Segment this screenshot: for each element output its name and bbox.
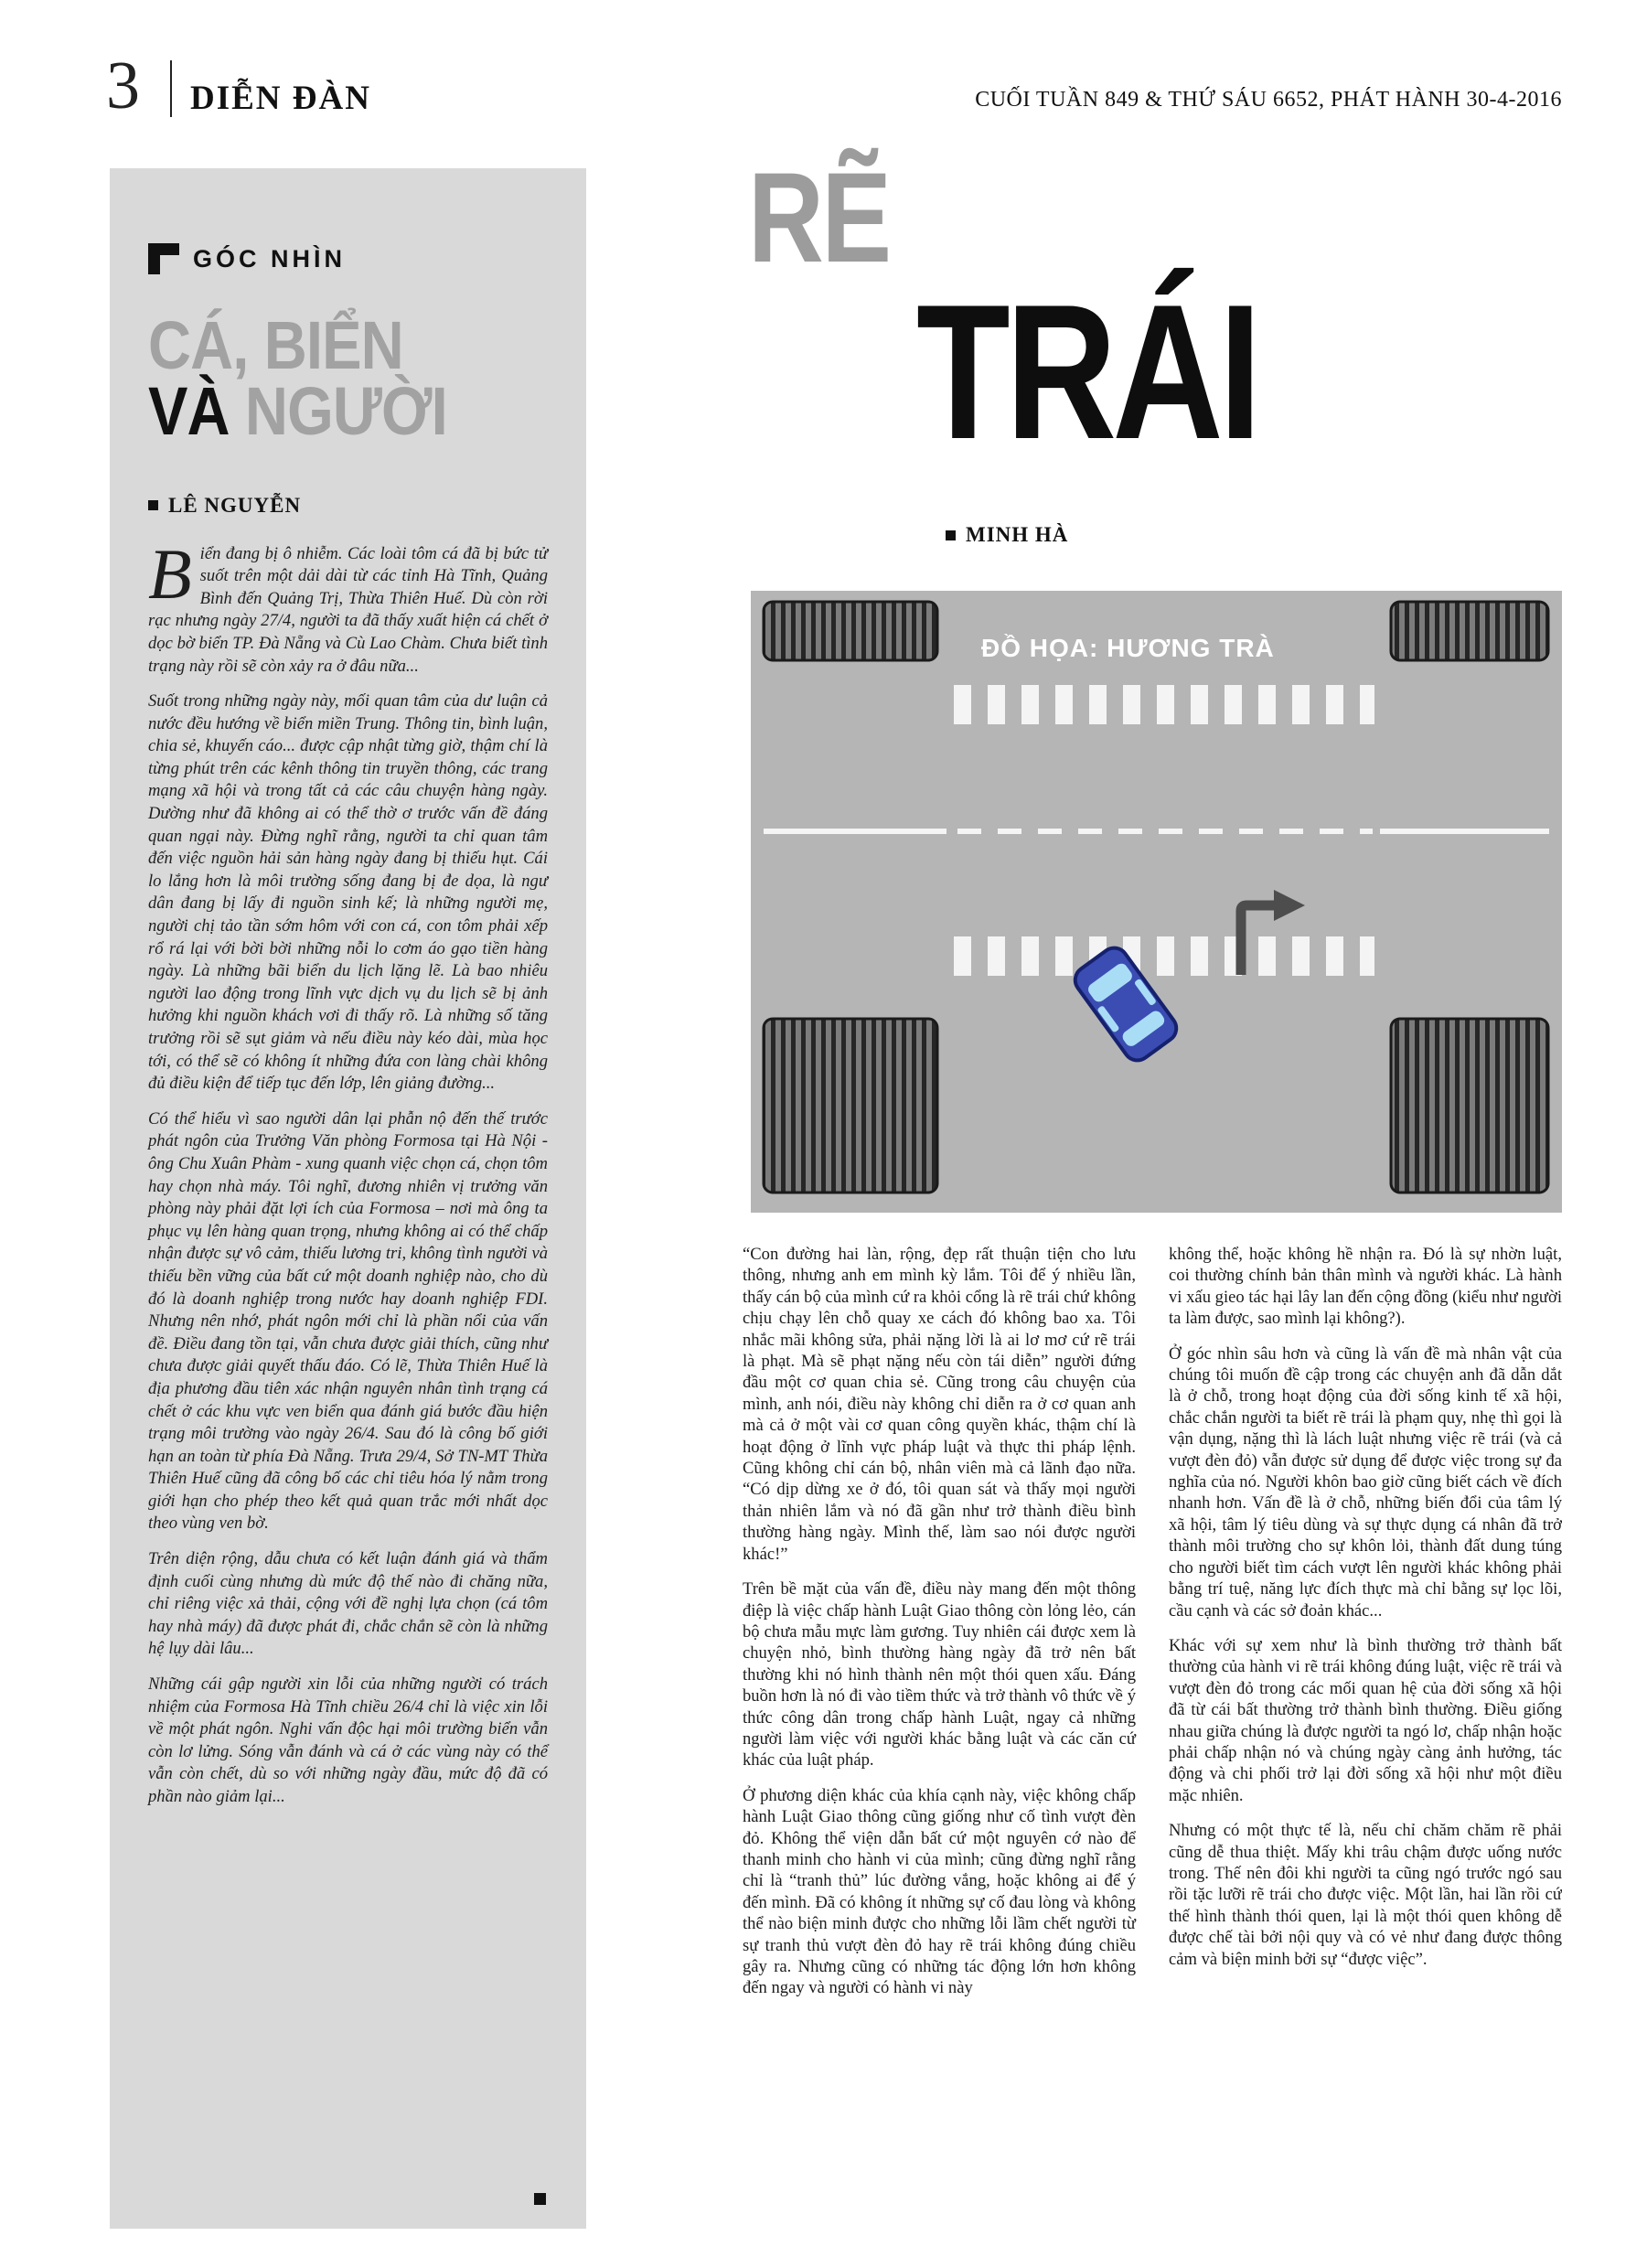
column-label <box>148 243 548 274</box>
paragraph: Ở góc nhìn sâu hơn và cũng là vấn đề mà nhân vật của chúng tôi muốn đề cập trong các chuyện anh đã dẫn dắt là ở chỗ, trong hoạt động của đời sống kinh tế xã hội, chắc chắn người ta biết rẽ trái là phạm quy, nhẹ thì gọi là vận dụng, nặng thì là lách luật nhưng việc rẽ trái (và cả vượt đèn đỏ) vẫn được sử dụng để được việc trong sự đa nghĩa của nó. Người khôn bao giờ cũng biết cách về đích nhanh hơn. Vấn đề là ở chỗ, những biến đổi của tâm lý xã hội, tâm lý tiêu dùng và sự thực dụng cá nhân đã trở thành môi trường cho sự khôn lỏi, thành đất dung túng cho người biết tìm cách vượt lên người khác không phải bằng trí tuệ, năng lực đích thực mà chỉ bằng sự lọc lõi, cầu cạnh và các sở đoản khác... <box>1169 1343 1562 1621</box>
end-of-article-marker <box>534 2193 546 2205</box>
article-body <box>743 1244 1562 2231</box>
column-label-text: GÓC NHÌN <box>193 244 346 273</box>
page-number: 3 <box>106 48 140 123</box>
paragraph: Suốt trong những ngày này, mối quan tâm của dư luận cả nước đều hướng về biển miền Trung. Thông tin, bình luận, chia sẻ, khuyến cáo... được cập nhật từng giờ, thậm chí là từng phút trên các kênh thông tin truyền thông, các trang mạng xã hội và trong tất cả các câu chuyện hàng ngày. Dường như đã không ai có thể thờ ơ trước vấn đề đáng quan ngại này. Đừng nghĩ rằng, người ta chỉ quan tâm đến việc nguồn hải sản hàng ngày đang bị thiếu hụt. Cái lo lắng hơn là môi trường sống đang bị đe dọa, là ngư dân đang bị lấy đi nguồn sinh kế; là những người mẹ, người chị tảo tần sớm hôm với con cá, con tôm phải xếp rổ rá lại với bời bời những nỗi lo cơm áo gạo tiền hàng ngày. Là những bãi biển du lịch lặng lẽ. Là bao nhiêu người lao động trong lĩnh vực dịch vụ du lịch sẽ bị ảnh hưởng khi nguồn khách vơi đi thấy rõ. Là những số tăng trưởng rồi sẽ sụt giảm và nếu điều này kéo dài, mùa học tới, có thể sẽ có không ít những đứa con làng chài không đủ điều kiện để tiếp tục đến lớp, lên giảng đường... <box>148 691 548 1094</box>
paragraph <box>148 533 548 679</box>
building-block-bottom-right <box>1391 1019 1548 1193</box>
paragraph: Trên diện rộng, dẫu chưa có kết luận đánh giá và thẩm định cuối cùng nhưng dù mức độ thế nào đi chăng nữa, chỉ riêng việc xả thải, cộng với đề nghị lựa chọn (cá tôm hay nhà máy) đã được phát đi, chắc chắn sẽ còn là những hệ lụy dài lâu... <box>148 1549 548 1659</box>
paragraph: Những cái gập người xin lỗi của những người có trách nhiệm của Formosa Hà Tĩnh chiều 26/4 chỉ là việc xin lỗi về một phát ngôn. Nghi vấn độc hại môi trường biển vẫn còn lơ lửng. Sóng vẫn đánh và cá ở các vùng này có thể vẫn còn chết, dù so với những ngày đầu, mức độ đã có phần nào giảm lại... <box>148 1674 548 1806</box>
article-column-1 <box>743 1244 1136 2231</box>
paragraph: Trên bề mặt của vấn đề, điều này mang đến một thông điệp là việc chấp hành Luật Giao thông còn lỏng lẻo, cán bộ chưa mẫu mực làm gương. Tuy nhiên cái được xem là chuyện nhỏ, bình thường hàng ngày đã trở nên bất thường khi nó hình thành nên một thói quen xấu. Đáng buồn hơn là nó đi vào tiềm thức và trở thành vô thức về ý thức công dân trong chấp hành Luật, ngay cả những người làm việc với người khác bằng luật và các căn cứ khác của luật pháp. <box>743 1579 1136 1771</box>
paragraph: “Con đường hai làn, rộng, đẹp rất thuận tiện cho lưu thông, nhưng anh em mình kỳ lắm. Tôi để ý nhiều lần, thấy cán bộ của mình cứ ra khỏi cổng là rẽ trái chứ không chịu chạy lên chỗ quay xe cách đó không bao xa. Tôi nhắc mãi không sửa, phải nặng lời là ai lơ mơ cứ rẽ trái là phạt. Mà sẽ phạt nặng nếu còn tái diễn” người đứng đầu một cơ quan chia sẻ. Cũng trong câu chuyện của mình, anh nói, điều này không chỉ diễn ra ở cơ quan anh mà cả ở một vài cơ quan công quyền khác, thậm chí là hoạt động ở lĩnh vực pháp luật và thực thi pháp lệnh. Cũng không chỉ cán bộ, nhân viên mà cả lãnh đạo nữa. “Có dịp dừng xe ở đó, tôi quan sát và thấy mọi người thản nhiên lắm và nó đã gần như trở thành điều bình thường hàng ngày. Mình thế, làm sao nói được người khác!” <box>743 1245 1136 1564</box>
paragraph: không thể, hoặc không hề nhận ra. Đó là sự nhờn luật, coi thường chính bản thân mình và người khác. Là hành vi xấu gieo tác hại lây lan đến cộng đồng (kiểu như người ta làm được, sao mình lại không?). <box>1169 1245 1562 1329</box>
paragraph: Ở phương diện khác của khía cạnh này, việc không chấp hành Luật Giao thông cũng giống như cố tình vượt đèn đỏ. Không thể viện dẫn bất cứ một nguyên cớ nào để thanh minh cho hành vi của mình; cũng đừng nghĩ rằng chỉ là “tranh thủ” lúc đường vắng, hoặc không ai để ý đến mình. Đã có không ít những sự cố đau lòng và không thể nào biện minh được cho những lỗi lầm chết người từ sự tranh thủ vượt đèn đỏ hay rẽ trái không đúng chiều gây ra. Nhưng cũng có những tác động lớn hơn không đến ngay và người có hành vi này <box>743 1785 1136 1998</box>
square-bullet-icon <box>946 530 956 540</box>
header-divider <box>170 60 172 117</box>
article-column-2 <box>1169 1244 1562 2231</box>
square-bullet-icon <box>148 500 158 510</box>
paragraph: Nhưng có một thực tế là, nếu chỉ chăm chăm rẽ phải cũng dễ thua thiệt. Mấy khi trâu chậm được uống nước trong. Thế nên đôi khi người ta cũng ngó trước ngó sau rồi tặc lưỡi rẽ trái cho được việc. Một lần, hai lần rồi cứ thế hình thành thói quen, lại là một thói quen không dễ được chế tài bởi nội quy và có vẻ như đang được thông cảm và biện minh bởi sự “được việc”. <box>1169 1821 1562 1969</box>
paragraph: Có thể hiểu vì sao người dân lại phẫn nộ đến thế trước phát ngôn của Trưởng Văn phòng Formosa tại Hà Nội - ông Chu Xuân Phàm - xung quanh việc chọn cá, chọn tôm hay chọn nhà máy. Tôi nghĩ, đương nhiên vị trưởng văn phòng này phải đặt lợi ích của Formosa – nơi mà ông ta phục vụ lên hàng quan trọng, nhưng không ai có thể chấp nhận được sự vô cảm, thiếu lương tri, không tình người và thiếu bền vững của bất cứ một doanh nghiệp nào, cho dù đó là doanh nghiệp trong nước hay doanh nghiệp FDI. Nhưng nên nhớ, phát ngôn mới chỉ là phần nổi của vấn đề. Điều đang tồn tại, vẫn chưa được giải thích, cũng như chưa được giải quyết thấu đáo. Có lẽ, Thừa Thiên Huế là địa phương đầu tiên xác nhận nguyên nhân tình trạng cá chết ở các khu vực ven biển qua đánh giá bước đầu hiện trạng môi trường vào ngày 26/4. Sau đó là công bố giới hạn an toàn từ phía Đà Nẵng. Trưa 29/4, Sở TN-MT Thừa Thiên Huế cũng đã công bố các chỉ tiêu hóa lý nằm trong giới hạn cho phép theo kết quả quan trắc mới nhất dọc theo vùng ven bờ. <box>148 1108 548 1534</box>
intersection-graphic <box>751 591 1562 1213</box>
title-word-gray: CÁ, BIỂN <box>148 307 403 383</box>
title-word-black: VÀ <box>148 372 230 449</box>
illustration-credit: ĐỒ HỌA: HƯƠNG TRÀ <box>981 634 1275 662</box>
issue-info: CUỐI TUẦN 849 & THỨ SÁU 6652, PHÁT HÀNH 30-4-2016 <box>975 88 1562 112</box>
paragraph-text: iển đang bị ô nhiễm. Các loài tôm cá đã bị bức tử suốt trên một dải dài từ các tỉnh Hà Tĩnh, Quảng Bình đến Quảng Trị, Thừa Thiên Huế. Dù còn rời rạc nhưng ngày 27/4, người ta đã thấy xuất hiện cá chết ở dọc bờ biển TP. Đà Nẵng và Cù Lao Chàm. Chưa biết tình trạng này rồi sẽ còn xảy ra ở đâu nữa... <box>148 543 548 676</box>
headline-word-trai: TRÁI <box>916 264 1257 479</box>
paragraph: Khác với sự xem như là bình thường trở thành bất thường của hành vi rẽ trái không đúng luật, việc rẽ trái và vượt đèn đỏ trong các mối quan hệ của đời sống xã hội đã từ cái bất thường trở thành bình thường. Điều giống nhau giữa chúng là được người ta ngó lơ, chấp nhận hoặc phải chấp nhận nó và chúng ngày càng ảnh hưởng, tác động và chi phối trở lại đời sống xã hội như một điều mặc nhiên. <box>1169 1635 1562 1805</box>
crosswalk-bottom <box>954 936 1374 976</box>
left-article-author: LÊ NGUYỄN <box>168 493 302 517</box>
section-title: DIỄN ĐÀN <box>190 80 371 117</box>
left-article-title <box>148 307 500 449</box>
building-block-top-left <box>764 602 937 660</box>
left-article-byline <box>148 494 548 518</box>
building-block-bottom-left <box>764 1019 937 1193</box>
building-block-top-right <box>1391 602 1548 660</box>
main-article-author: MINH HÀ <box>966 523 1069 546</box>
main-article-byline <box>946 523 1068 547</box>
intersection-illustration <box>751 591 1562 1213</box>
lane-line-left <box>764 829 946 834</box>
left-article-body <box>148 533 548 1809</box>
left-article-column <box>110 168 586 2229</box>
corner-bracket-icon <box>148 243 179 274</box>
headline-word-re: RẼ <box>748 145 890 289</box>
drop-cap: B <box>148 533 192 614</box>
title-word-gray: NGƯỜI <box>244 372 447 449</box>
lane-line-right <box>1380 829 1549 834</box>
crosswalk-top <box>954 685 1374 724</box>
